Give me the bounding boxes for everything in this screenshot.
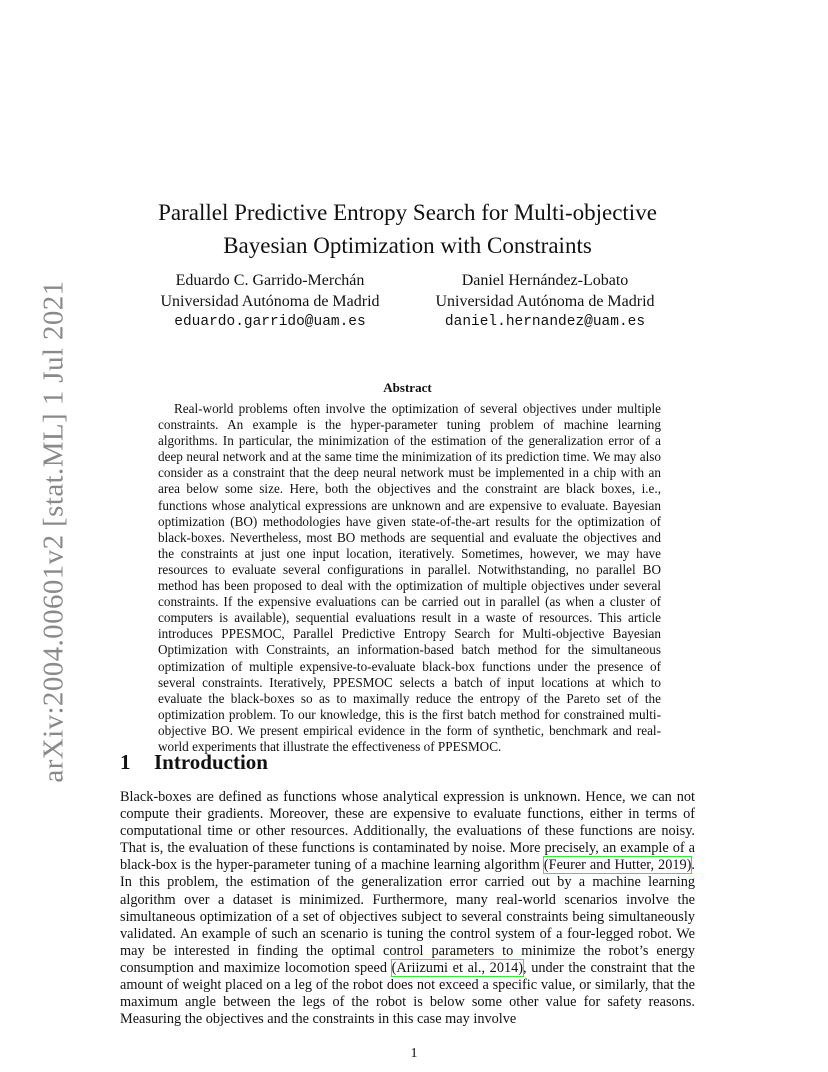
author-email: daniel.hernandez@uam.es [444, 314, 646, 330]
intro-text-3: , under the constraint that the amount of weight placed on a leg of the robot does not exceed a specific value, or similarly, that the maximum angle between the legs of the robot is below some other value for safety reasons. Measuring the objectives and the constraints in this case may involve [120, 959, 695, 1028]
arxiv-identifier-text: arXiv:2004.00601v2 [stat.ML] 1 Jul 2021 [37, 279, 70, 783]
section-title: Introduction [154, 750, 268, 774]
intro-text-2: . In this problem, the estimation of the generalization error carried out by a machine learning algorithm over a dataset is minimized. Furthermore, many real-world scenarios involve the simultaneous optimization of a set of objectives subject to several constraints being simultaneously validated. An example of such an scenario is tuning the control system of a four-legged robot. We may be interested in finding the optimal control parameters to minimize the robot’s energy consumption and maximize locomotion speed [120, 857, 695, 976]
author-name: Eduardo C. Garrido-Merchán [175, 272, 365, 289]
section-number: 1 [120, 750, 131, 774]
paper-title: Parallel Predictive Entropy Search for Multi-objective Bayesian Optimization with Constraints [158, 200, 657, 258]
author-name: Daniel Hernández-Lobato [461, 272, 629, 289]
introduction-paragraph [120, 789, 695, 1028]
abstract-heading: Abstract [383, 380, 432, 395]
citation-link-feurer[interactable]: (Feurer and Hutter, 2019) [543, 857, 692, 874]
citation-link-ariizumi[interactable]: (Ariizumi et al., 2014) [391, 959, 524, 976]
section-heading [120, 750, 268, 775]
arxiv-identifier-stamp [34, 279, 74, 783]
author-affiliation: Universidad Autónoma de Madrid [435, 293, 655, 310]
abstract-text: Real-world problems often involve the optimization of several objectives under multiple constraints. An example is the hyper-parameter tuning problem of machine learning algorithms. In particular, the minimization of the estimation of the generalization error of a deep neural network and at the same time the minimization of its prediction time. We may also consider as a constraint that the deep neural network must be implemented in a chip with an area below some size. Here, both the objectives and the constraint are black boxes, i.e., functions whose analytical expressions are unknown and are expensive to evaluate. Bayesian optimization (BO) methodologies have given state-of-the-art results for the optimization of black-boxes. Nevertheless, most BO methods are sequential and evaluate the objectives and the constraints at just one input location, iteratively. Sometimes, however, we may have resources to evaluate several configurations in parallel. Notwithstanding, no parallel BO method has been proposed to deal with the optimization of multiple objectives under several constraints. If the expensive evaluations can be carried out in parallel (as when a cluster of computers is available), sequential evaluations result in a waste of resources. This article introduces PPESMOC, Parallel Predictive Entropy Search for Multi-objective Bayesian Optimization with Constraints, an information-based batch method for the simultaneous optimization of multiple expensive-to-evaluate black-box functions under the presence of several constraints. Iteratively, PPESMOC selects a batch of input locations at which to evaluate the black-boxes so as to maximally reduce the entropy of the Pareto set of the optimization problem. To our knowledge, this is the first batch method for constrained multi-objective BO. We present empirical evidence in the form of synthetic, benchmark and real-world experiments that illustrate the effectiveness of PPESMOC. [158, 401, 661, 754]
author-affiliation: Universidad Autónoma de Madrid [160, 293, 380, 310]
author-block-1 [140, 270, 400, 333]
author-block-2 [420, 270, 670, 333]
author-email: eduardo.garrido@uam.es [174, 314, 366, 330]
intro-text-1: Black-boxes are defined as functions whose analytical expression is unknown. Hence, we can not compute their gradients. Moreover, these are expensive to evaluate functions, either in terms of computational time or other resources. Additionally, the evaluations of these functions are noisy. That is, the evaluation of these functions is contaminated by noise. More precisely, an example of a black-box is the hyper-parameter tuning of a machine learning algorithm [120, 789, 695, 874]
page-number: 1 [410, 1046, 418, 1061]
